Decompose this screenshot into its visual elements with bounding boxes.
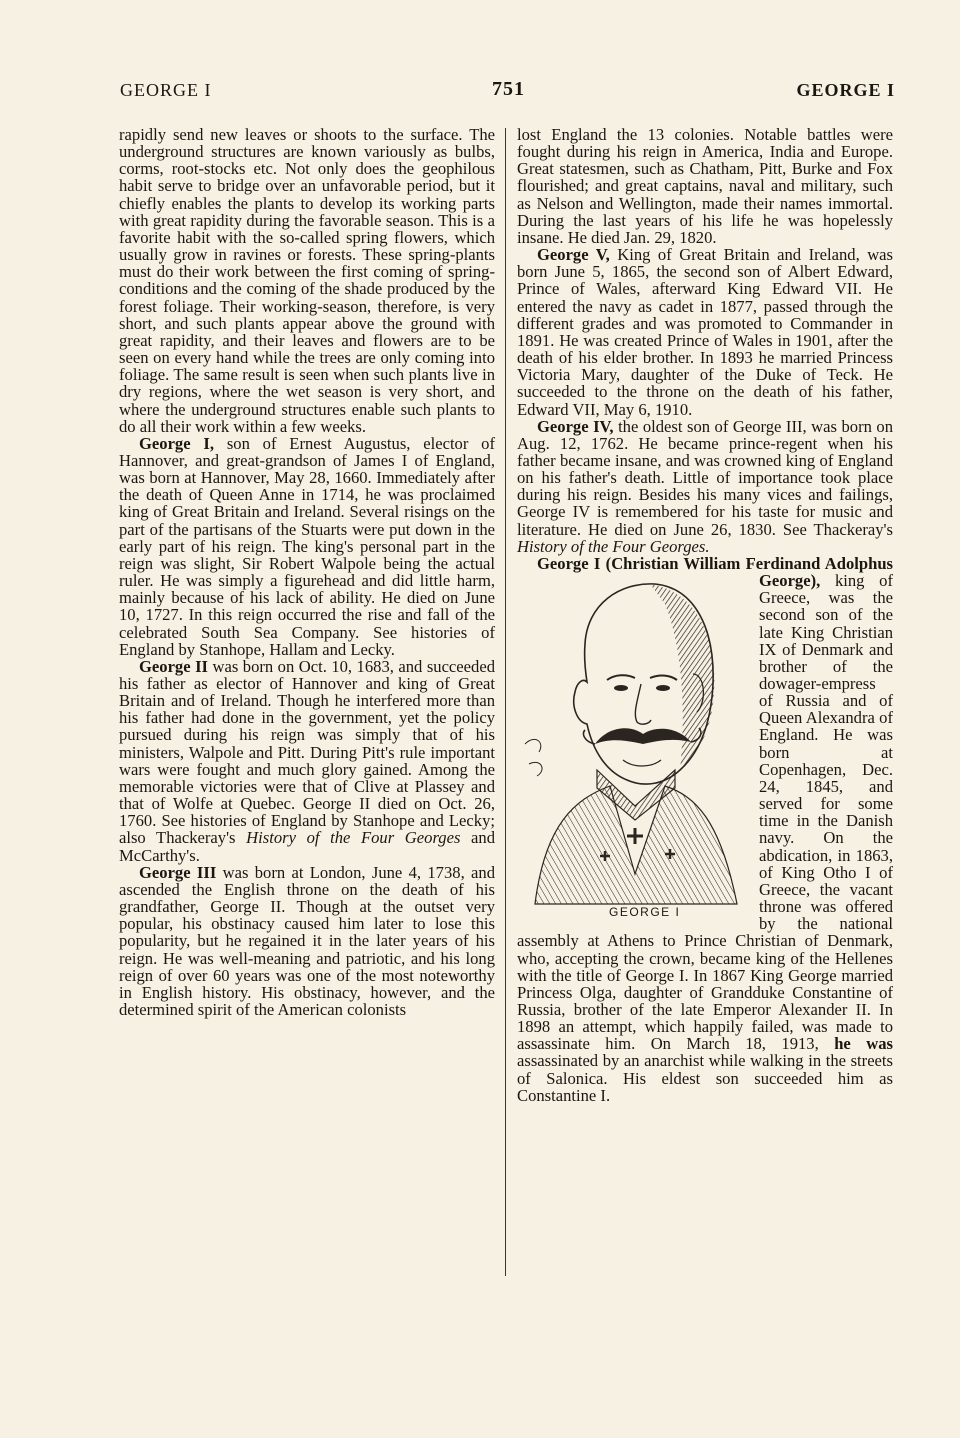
book-title: History of the Four Georges. bbox=[517, 536, 710, 556]
running-head-right: GEORGE I bbox=[796, 80, 895, 100]
bold-emphasis: he was bbox=[834, 1034, 893, 1054]
entry-george-ii bbox=[119, 658, 495, 864]
entry-heading: George IV, bbox=[537, 416, 614, 436]
portrait-figure bbox=[515, 574, 751, 926]
entry-george-iii bbox=[119, 864, 495, 1018]
entry-heading: George III bbox=[139, 862, 217, 882]
portrait-engraving bbox=[515, 574, 751, 924]
george-iii-continued: lost England the 13 colonies. Notable battles were fought during his reign in America, India and Europe. Great statesmen, such as Chatham, Pitt, Burke and Fox flourished; and great captains, naval and military, such as Nelson and Wellington, made their names immortal. During the last years of his life he was hopelessly insane. He died Jan. 29, 1820. bbox=[517, 125, 893, 247]
entry-heading: George I, bbox=[139, 433, 215, 453]
left-column bbox=[119, 126, 495, 1018]
entry-heading: George I (Christian William Ferdinand Adolphus George), bbox=[537, 553, 893, 591]
entry-george-i-britain bbox=[119, 435, 495, 658]
entry-text: was born on Oct. 10, 1683, and succeeded his father as elector of Hannover and king of Great Britain and of Ireland. Though he interfered more than his father had done in the government, yet the policy pursued during his reign was simply that of his ministers, Walpole and Pitt. During Pitt's rule important wars were fought and much glory gained. Among the memorable victories were that of Clive at Plassey and that of Wolfe at Quebec. George II died on Oct. 26, 1760. See histories of England by Stanhope and Lecky; also Thackeray's bbox=[119, 656, 495, 848]
entry-text: and McCarthy's. bbox=[119, 828, 496, 865]
entry-text: king of Greece, was the second son of the late King Christian IX of Denmark and brother of the dowager-empress of Russia and of Queen Alexandra of England. He was born at Copenhagen, Dec. 24, 1845, and served for some time in the Danish navy. On the abdication, in 1863, of King Otho I of Greece, the vacant throne was offered by the national assembly at Athens to Prince Christian of Denmark, who, accepting the crown, became king of the Hellenes with the title of George I. In 1867 King George married Princess Olga, daughter of Grandduke Constantine of Russia, brother of the late Emperor Alexander II. In 1898 an attempt, which happily failed, was made to assassinate him. On March 18, 1913, bbox=[517, 571, 893, 1054]
entry-heading: George II bbox=[139, 656, 208, 676]
entry-heading: George V, bbox=[537, 245, 610, 265]
right-column bbox=[517, 126, 893, 1104]
entry-text: was born at London, June 4, 1738, and ascended the English throne on the death of his grandfather, George II. Though at the outset very popular, his obstinacy caused him later to lose this popularity, but he regained it in the later years of his reign. He was well-meaning and patriotic, and his long reign of over 60 years was one of the most noteworthy in English history. His obstinacy, however, and the determined spirit of the American colonists bbox=[119, 862, 495, 1019]
entry-text: son of Ernest Augustus, elector of Hannover, and great-grandson of James I of England, was born at Hannover, May 28, 1660. Immediately after the death of Queen Anne in 1714, he was proclaimed king of Great Britain and Ireland. Several risings on the part of the partisans of the Stuarts were put down in the early part of his reign. The king's personal part in the reign was slight, Sir Robert Walpole being the actual ruler. He was simply a figurehead and did little harm, mainly because of his lack of ability. He died on June 10, 1727. In this reign occurred the rise and fall of the celebrated South Sea Company. See histories of England by Stanhope, Hallam and Lecky. bbox=[119, 433, 495, 659]
book-title: History of the Four Georges bbox=[246, 828, 461, 848]
entry-text: assassinated by an anarchist while walking in the streets of Salonica. His eldest son succeeded him as Constantine I. bbox=[517, 1051, 893, 1105]
running-head-left: GEORGE I bbox=[120, 80, 212, 100]
entry-george-i-greece bbox=[517, 555, 893, 1104]
entry-text: the oldest son of George III, was born on Aug. 12, 1762. He became prince-regent when his father became insane, and was crowned king of England on his father's death. Little of importance took place during his reign. Besides his many vices and failings, George IV is remembered for his taste for music and literature. He died on June 26, 1830. See Thackeray's bbox=[517, 416, 893, 539]
entry-george-v bbox=[517, 246, 893, 418]
geophilous-paragraph: rapidly send new leaves or shoots to the surface. The underground structures are known variously as bulbs, corms, root-stocks etc. Not only does the geophilous habit serve to bridge over an unfavorable period, but it chiefly enables the plants to develop its working parts with great rapidity during the favorable season. This is a favorite habit with the so-called spring flowers, which usually grow in ravines or forests. These spring-plants must do their work between the first coming of spring-conditions and the coming of the shade produced by the forest foliage. Their working-season, therefore, is very short, and such plants appear above the ground with great rapidity, and their leaves and flowers are to be seen on every hand while the trees are only coming into foliage. The same result is seen when such plants live in dry regions, where the wet season is very short, and where the underground structures enable such plants to do all their work within a few weeks. bbox=[119, 125, 495, 436]
portrait-caption: GEORGE I bbox=[609, 905, 681, 920]
page-number: 751 bbox=[492, 78, 525, 100]
entry-george-iv bbox=[517, 418, 893, 555]
entry-text: King of Great Britain and Ireland, was born June 5, 1865, the second son of Albert Edward, Prince of Wales, afterward King Edward VII. He entered the navy as cadet in 1877, passed through the different grades and was promoted to Commander in 1891. He was created Prince of Wales in 1901, after the death of his elder brother. In 1893 he married Princess Victoria Mary, daughter of the Duke of Teck. He succeeded to the throne on the death of his father, Edward VII, May 6, 1910. bbox=[517, 245, 894, 419]
column-divider bbox=[505, 128, 506, 1276]
running-head bbox=[120, 80, 895, 106]
